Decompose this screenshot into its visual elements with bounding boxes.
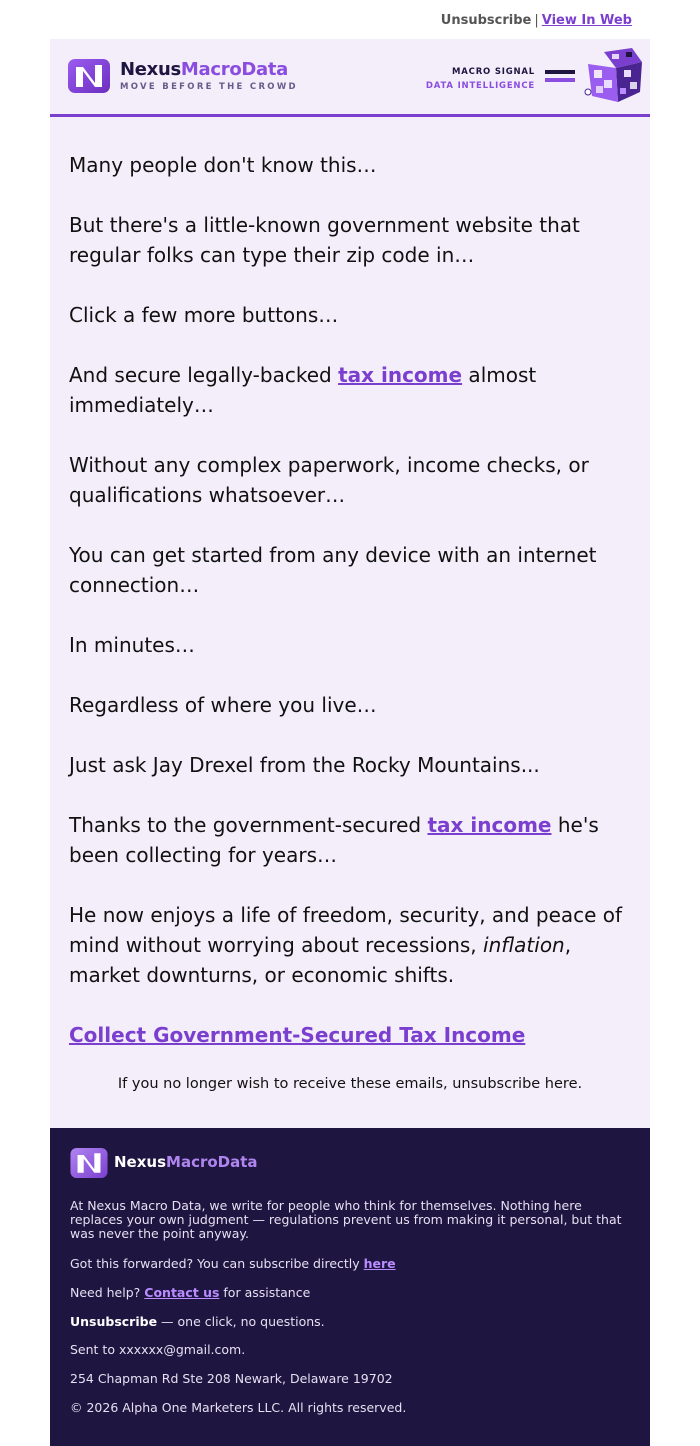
body-paragraph-5: Without any complex paperwork, income checks, or qualifications whatsoever… [69, 453, 589, 507]
body-paragraph-1: Many people don't know this… [69, 153, 377, 177]
body-paragraph-7: In minutes… [69, 633, 195, 657]
brand-name: NexusMacroData [120, 59, 289, 80]
body-paragraph-2: But there's a little-known government website that regular folks can type their zip code in… [69, 213, 580, 267]
email-footer [50, 1128, 650, 1446]
tax-income-link-1[interactable]: tax income [338, 363, 463, 387]
footer-forward-line: Got this forwarded? You can subscribe directly here [70, 1256, 396, 1271]
footer-unsubscribe-link[interactable]: Unsubscribe [70, 1314, 158, 1329]
footer-help-line: Need help? Contact us for assistance [70, 1285, 311, 1300]
body-paragraph-3: Click a few more buttons… [69, 303, 339, 327]
top-unsubscribe-link[interactable]: Unsubscribe [440, 13, 532, 28]
email-container [50, 39, 650, 1446]
macro-signal-label [426, 65, 535, 93]
footer-disclaimer: At Nexus Macro Data, we write for people who think for themselves. Nothing here replaces your own judgment — regulations prevent us from making it personal, but that was never the point anyway. [70, 1198, 622, 1241]
footer-address: 254 Chapman Rd Ste 208 Newark, Delaware 19702 [70, 1371, 393, 1386]
body-paragraph-4: And secure legally-backed tax income almost immediately… [69, 363, 537, 417]
body-paragraph-9: Just ask Jay Drexel from the Rocky Mountains... [69, 753, 540, 777]
footer-copyright: © 2026 Alpha One Marketers LLC. All rights reserved. [70, 1400, 407, 1415]
header-brand [120, 59, 298, 92]
footer-unsubscribe-line: Unsubscribe — one click, no questions. [70, 1314, 325, 1329]
top-separator: | [534, 13, 539, 28]
body-paragraph-11: He now enjoys a life of freedom, security, and peace of mind without worrying about recessions, inflation, market downturns, or economic shifts. [69, 903, 623, 987]
footer-sent-to: Sent to xxxxxx@gmail.com. [70, 1342, 246, 1357]
email-header [50, 39, 650, 117]
footer-brand-name: NexusMacroData [114, 1153, 258, 1171]
signal-line-2: DATA INTELLIGENCE [425, 81, 535, 91]
equals-icon [545, 69, 575, 83]
body-paragraph-8: Regardless of where you live… [69, 693, 377, 717]
tax-income-link-2[interactable]: tax income [427, 813, 552, 837]
collect-tax-income-cta-link[interactable]: Collect Government-Secured Tax Income [69, 1023, 526, 1047]
subscribe-here-link[interactable]: here [363, 1256, 396, 1271]
top-links-bar [50, 0, 650, 40]
contact-us-link[interactable]: Contact us [144, 1285, 220, 1300]
pixel-cube-icon [582, 48, 644, 106]
footer-nexus-logo-icon [70, 1148, 108, 1178]
brand-tagline: MOVE BEFORE THE CROWD [120, 82, 298, 92]
nexus-logo-icon [68, 59, 110, 93]
signal-line-1: MACRO SIGNAL [452, 67, 535, 77]
top-links [441, 13, 632, 28]
view-in-web-link[interactable]: View In Web [541, 13, 632, 28]
email-body [69, 150, 634, 1050]
unsubscribe-notice[interactable]: If you no longer wish to receive these emails, unsubscribe here. [117, 1076, 583, 1092]
body-paragraph-10: Thanks to the government-secured tax income he's been collecting for years… [69, 813, 599, 867]
body-paragraph-6: You can get started from any device with an internet connection… [69, 543, 597, 597]
